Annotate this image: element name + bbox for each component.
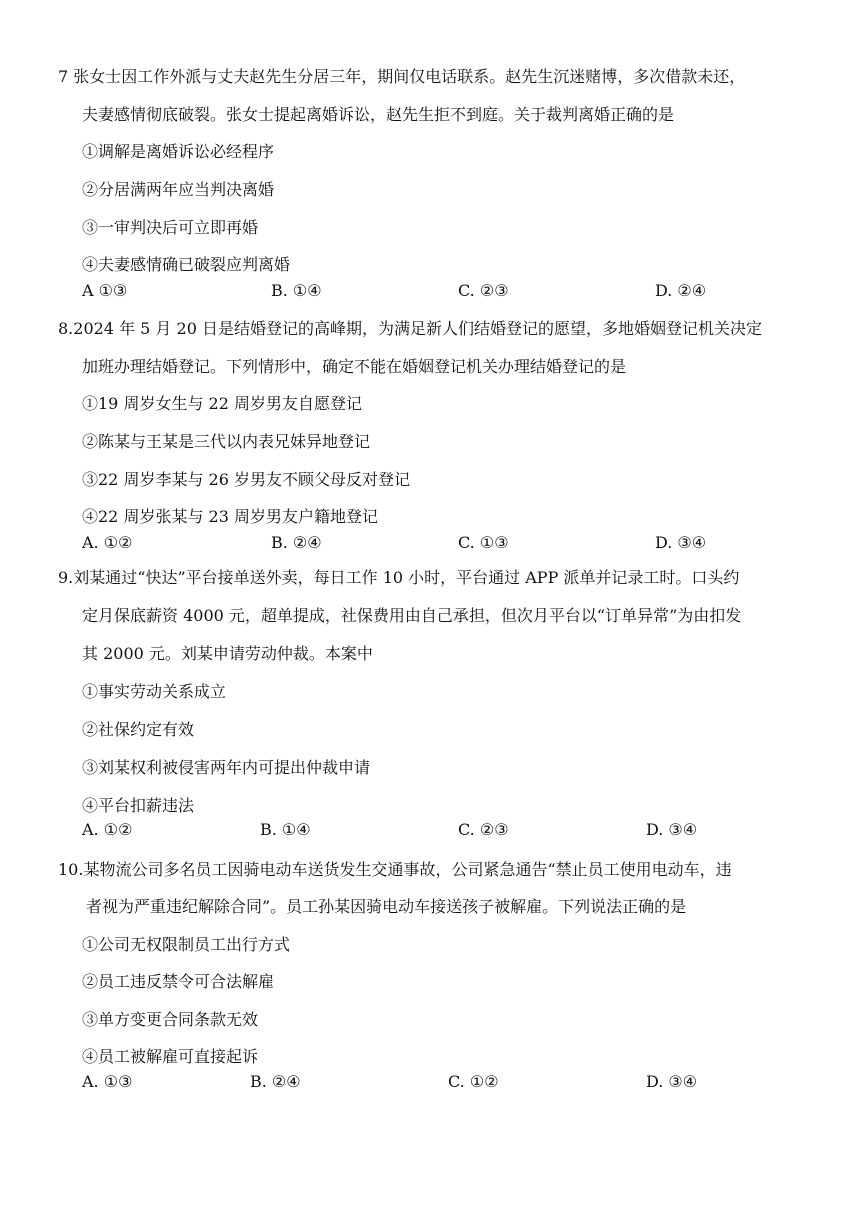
question-9-item-1: ①事实劳动关系成立 [82,682,227,701]
question-7-item-1: ①调解是离婚诉讼必经程序 [82,142,275,161]
option-c: C. ①② [448,1072,499,1091]
option-d: D. ③④ [646,820,698,839]
question-8-stem-line-2: 加班办理结婚登记。下列情形中，确定不能在婚姻登记机关办理结婚登记的是 [82,357,627,376]
question-8-item-2: ②陈某与王某是三代以内表兄妹异地登记 [82,432,371,451]
option-a: A. ①② [82,533,133,552]
option-d: D. ③④ [646,1072,698,1091]
question-8-item-3: ③22 周岁李某与 26 岁男友不顾父母反对登记 [82,470,410,489]
question-7-stem-line-1: 7 张女士因工作外派与丈夫赵先生分居三年，期间仅电话联系。赵先生沉迷赌博，多次借款未还， [58,67,746,86]
question-8-stem-line-1: 8.2024 年 5 月 20 日是结婚登记的高峰期，为满足新人们结婚登记的愿望，多地婚姻登记机关决定 [58,319,762,338]
question-10-item-1: ①公司无权限制员工出行方式 [82,935,291,954]
question-10-item-4: ④员工被解雇可直接起诉 [82,1047,259,1066]
option-b: B. ②④ [271,533,322,552]
question-7-stem-line-2: 夫妻感情彻底破裂。张女士提起离婚诉讼，赵先生拒不到庭。关于裁判离婚正确的是 [82,105,675,124]
question-9-item-2: ②社保约定有效 [82,720,195,739]
question-8-item-1: ①19 周岁女生与 22 周岁男友自愿登记 [82,394,362,413]
option-a: A ①③ [82,281,128,300]
option-b: B. ②④ [250,1072,301,1091]
question-9-stem-line-2: 定月保底薪资 4000 元，超单提成，社保费用由自己承担，但次月平台以“订单异常”为由扣发 [82,606,742,625]
option-b: B. ①④ [271,281,322,300]
question-10-item-2: ②员工违反禁令可合法解雇 [82,972,275,991]
question-7-item-3: ③一审判决后可立即再婚 [82,218,259,237]
question-9-stem-line-3: 其 2000 元。刘某申请劳动仲裁。本案中 [82,644,373,663]
question-7-item-2: ②分居满两年应当判决离婚 [82,180,275,199]
option-a: A. ①③ [82,1072,133,1091]
option-c: C. ②③ [458,281,509,300]
question-10-stem-line-1: 10.某物流公司多名员工因骑电动车送货发生交通事故，公司紧急通告“禁止员工使用电动车，违 [58,860,732,879]
question-10-stem-line-2: 者视为严重违纪解除合同”。员工孙某因骑电动车接送孩子被解雇。下列说法正确的是 [86,897,687,916]
question-7-item-4: ④夫妻感情确已破裂应判离婚 [82,255,291,274]
option-c: C. ②③ [458,820,509,839]
question-10-options [82,1071,782,1093]
option-d: D. ②④ [655,281,707,300]
question-8-item-4: ④22 周岁张某与 23 周岁男友户籍地登记 [82,507,378,526]
option-c: C. ①③ [458,533,509,552]
option-b: B. ①④ [260,820,311,839]
question-9-item-3: ③刘某权利被侵害两年内可提出仲裁申请 [82,758,371,777]
question-10-item-3: ③单方变更合同条款无效 [82,1010,259,1029]
option-a: A. ①② [82,820,133,839]
question-9-item-4: ④平台扣薪违法 [82,796,195,815]
question-7-options [82,280,782,302]
question-9-stem-line-1: 9.刘某通过“快达”平台接单送外卖，每日工作 10 小时，平台通过 APP 派单并记录工时。口头约 [58,568,740,587]
question-8-options [82,532,782,554]
option-d: D. ③④ [655,533,707,552]
question-9-options [82,819,782,841]
